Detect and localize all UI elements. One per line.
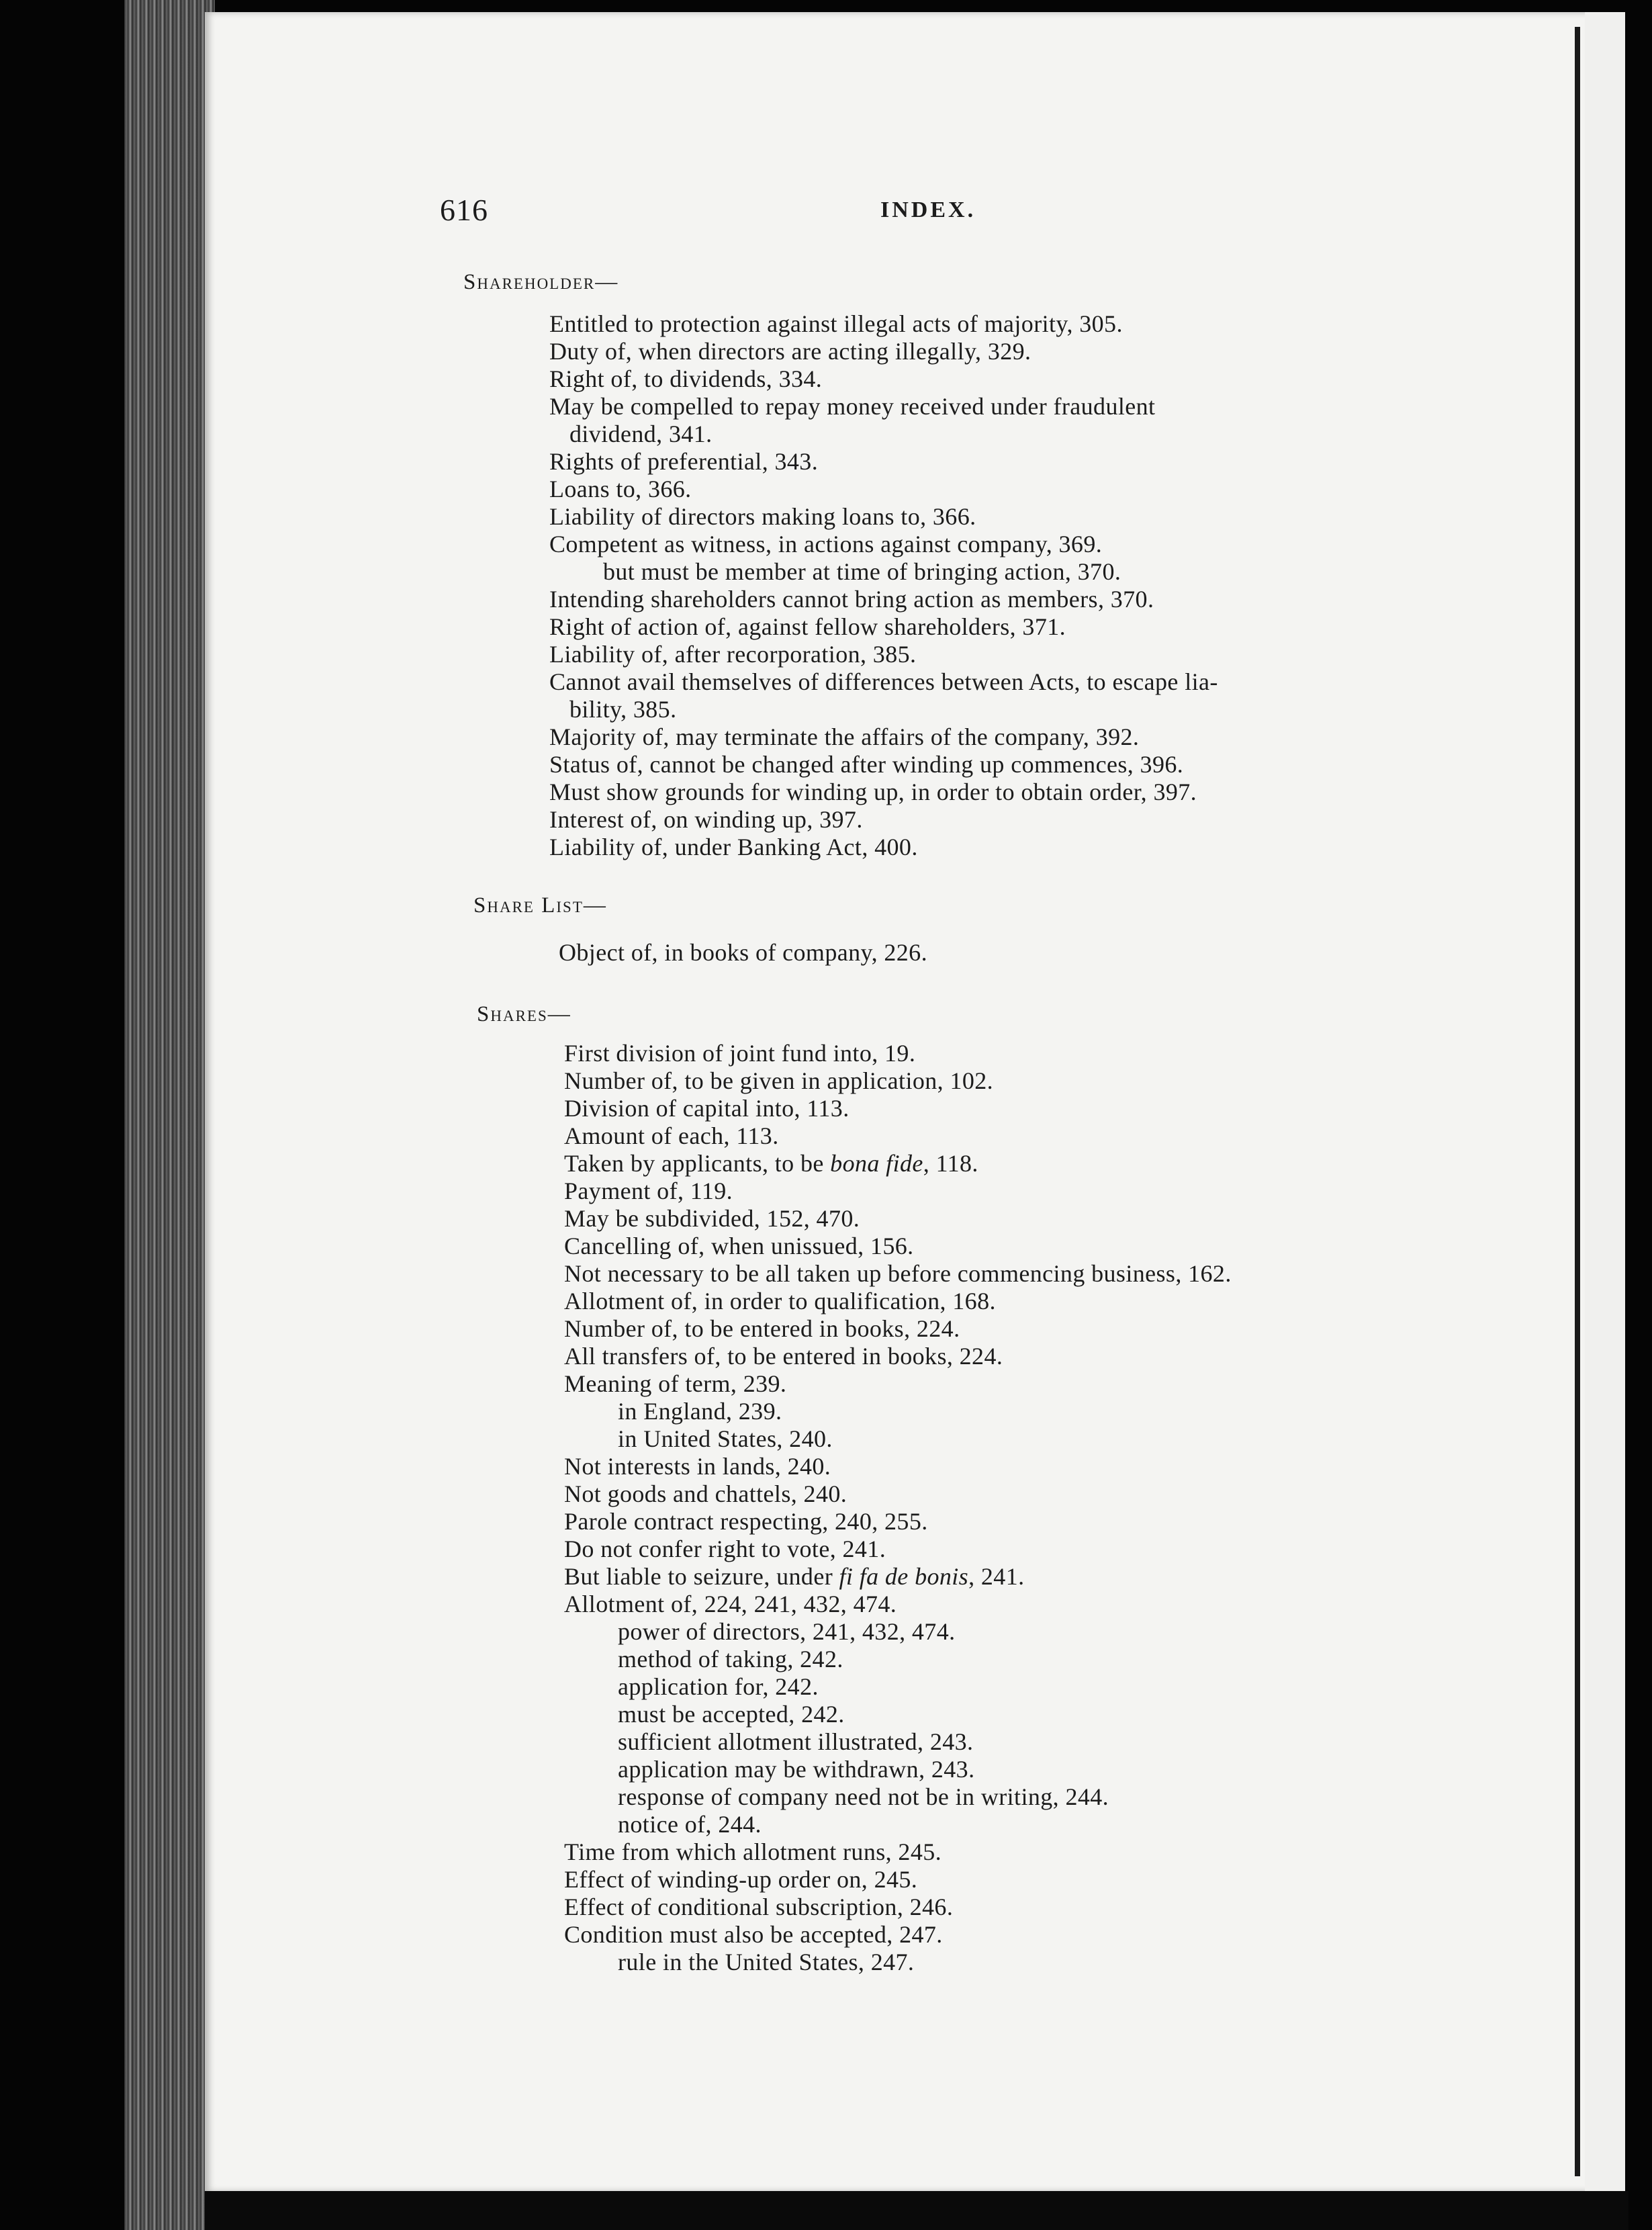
- index-entry: Amount of each, 113.: [564, 1122, 779, 1149]
- page-header: [440, 192, 1313, 232]
- index-entry: notice of, 244.: [618, 1811, 762, 1838]
- index-entry: Allotment of, in order to qualification, 168.: [564, 1288, 996, 1314]
- index-entry: Loans to, 366.: [549, 476, 692, 502]
- index-entry: Not necessary to be all taken up before commencing business, 162.: [564, 1260, 1232, 1287]
- page-number: 616: [440, 193, 488, 227]
- index-entry: Intending shareholders cannot bring action as members, 370.: [549, 586, 1154, 613]
- index-entry: rule in the United States, 247.: [618, 1949, 915, 1975]
- section-heading-shareholder: Shareholder—: [463, 270, 619, 294]
- index-entry: Meaning of term, 239.: [564, 1370, 787, 1397]
- index-entry: Do not confer right to vote, 241.: [564, 1535, 886, 1562]
- index-entry: Majority of, may terminate the affairs of the company, 392.: [549, 723, 1140, 750]
- entry-list-share-list: [559, 939, 927, 967]
- index-entry: response of company need not be in writing, 244.: [618, 1783, 1109, 1810]
- index-entry: Competent as witness, in actions against company, 369.: [549, 531, 1103, 558]
- index-entry: Not interests in lands, 240.: [564, 1453, 831, 1480]
- index-entry: bility, 385.: [569, 696, 677, 723]
- index-entry: Right of, to dividends, 334.: [549, 365, 823, 392]
- index-entry: Interest of, on winding up, 397.: [549, 806, 863, 833]
- index-entry: Taken by applicants, to be bona fide, 118.: [564, 1150, 978, 1177]
- index-entry: Status of, cannot be changed after winding up commences, 396.: [549, 751, 1184, 778]
- index-entry: Allotment of, 224, 241, 432, 474.: [564, 1591, 897, 1617]
- index-entry: application for, 242.: [618, 1673, 819, 1700]
- gutter-line: [1575, 27, 1580, 2176]
- section-heading-share-list: Share List—: [473, 893, 607, 918]
- index-entry: First division of joint fund into, 19.: [564, 1040, 916, 1067]
- section-heading-shares: Shares—: [477, 1002, 571, 1026]
- index-entry: Liability of, after recorporation, 385.: [549, 641, 917, 668]
- index-entry: in United States, 240.: [618, 1425, 833, 1452]
- entry-list-shares: [564, 1040, 1232, 1976]
- index-entry: but must be member at time of bringing action, 370.: [603, 558, 1121, 585]
- index-entry: Division of capital into, 113.: [564, 1095, 850, 1122]
- index-entry: Cannot avail themselves of differences between Acts, to escape lia-: [549, 668, 1218, 695]
- index-entry: Time from which allotment runs, 245.: [564, 1838, 942, 1865]
- index-entry: Number of, to be given in application, 102.: [564, 1067, 994, 1094]
- index-entry: Right of action of, against fellow shareholders, 371.: [549, 613, 1066, 640]
- index-entry: Entitled to protection against illegal acts of majority, 305.: [549, 310, 1123, 337]
- index-entry: application may be withdrawn, 243.: [618, 1756, 975, 1783]
- index-entry: Parole contract respecting, 240, 255.: [564, 1508, 928, 1535]
- running-head: INDEX.: [880, 197, 976, 222]
- index-entry: method of taking, 242.: [618, 1646, 843, 1672]
- index-entry: Not goods and chattels, 240.: [564, 1480, 847, 1507]
- index-entry: Rights of preferential, 343.: [549, 448, 819, 475]
- next-page-margin: [1585, 12, 1625, 2192]
- index-entry: Cancelling of, when unissued, 156.: [564, 1233, 914, 1259]
- index-entry: Object of, in books of company, 226.: [559, 939, 927, 966]
- entry-list-shareholder: [549, 310, 1218, 861]
- index-entry: Liability of, under Banking Act, 400.: [549, 834, 918, 860]
- index-entry: dividend, 341.: [569, 420, 713, 447]
- index-entry: Duty of, when directors are acting illegally, 329.: [549, 338, 1031, 365]
- index-entry: May be compelled to repay money received under fraudulent: [549, 393, 1156, 420]
- index-entry: sufficient allotment illustrated, 243.: [618, 1728, 974, 1755]
- index-entry: Payment of, 119.: [564, 1177, 733, 1204]
- index-entry: All transfers of, to be entered in books, 224.: [564, 1343, 1003, 1370]
- index-entry: Condition must also be accepted, 247.: [564, 1921, 943, 1948]
- index-entry: But liable to seizure, under fi fa de bonis, 241.: [564, 1563, 1025, 1590]
- index-entry: Must show grounds for winding up, in order to obtain order, 397.: [549, 778, 1197, 805]
- index-entry: in England, 239.: [618, 1398, 782, 1425]
- page-bottom-shadow: [205, 2191, 1628, 2230]
- index-entry: power of directors, 241, 432, 474.: [618, 1618, 956, 1645]
- index-entry: Effect of winding-up order on, 245.: [564, 1866, 918, 1893]
- index-entry: Liability of directors making loans to, 366.: [549, 503, 976, 530]
- index-entry: must be accepted, 242.: [618, 1701, 845, 1728]
- index-entry: Effect of conditional subscription, 246.: [564, 1893, 954, 1920]
- book-spine: [124, 0, 215, 2230]
- index-entry: Number of, to be entered in books, 224.: [564, 1315, 960, 1342]
- index-entry: May be subdivided, 152, 470.: [564, 1205, 860, 1232]
